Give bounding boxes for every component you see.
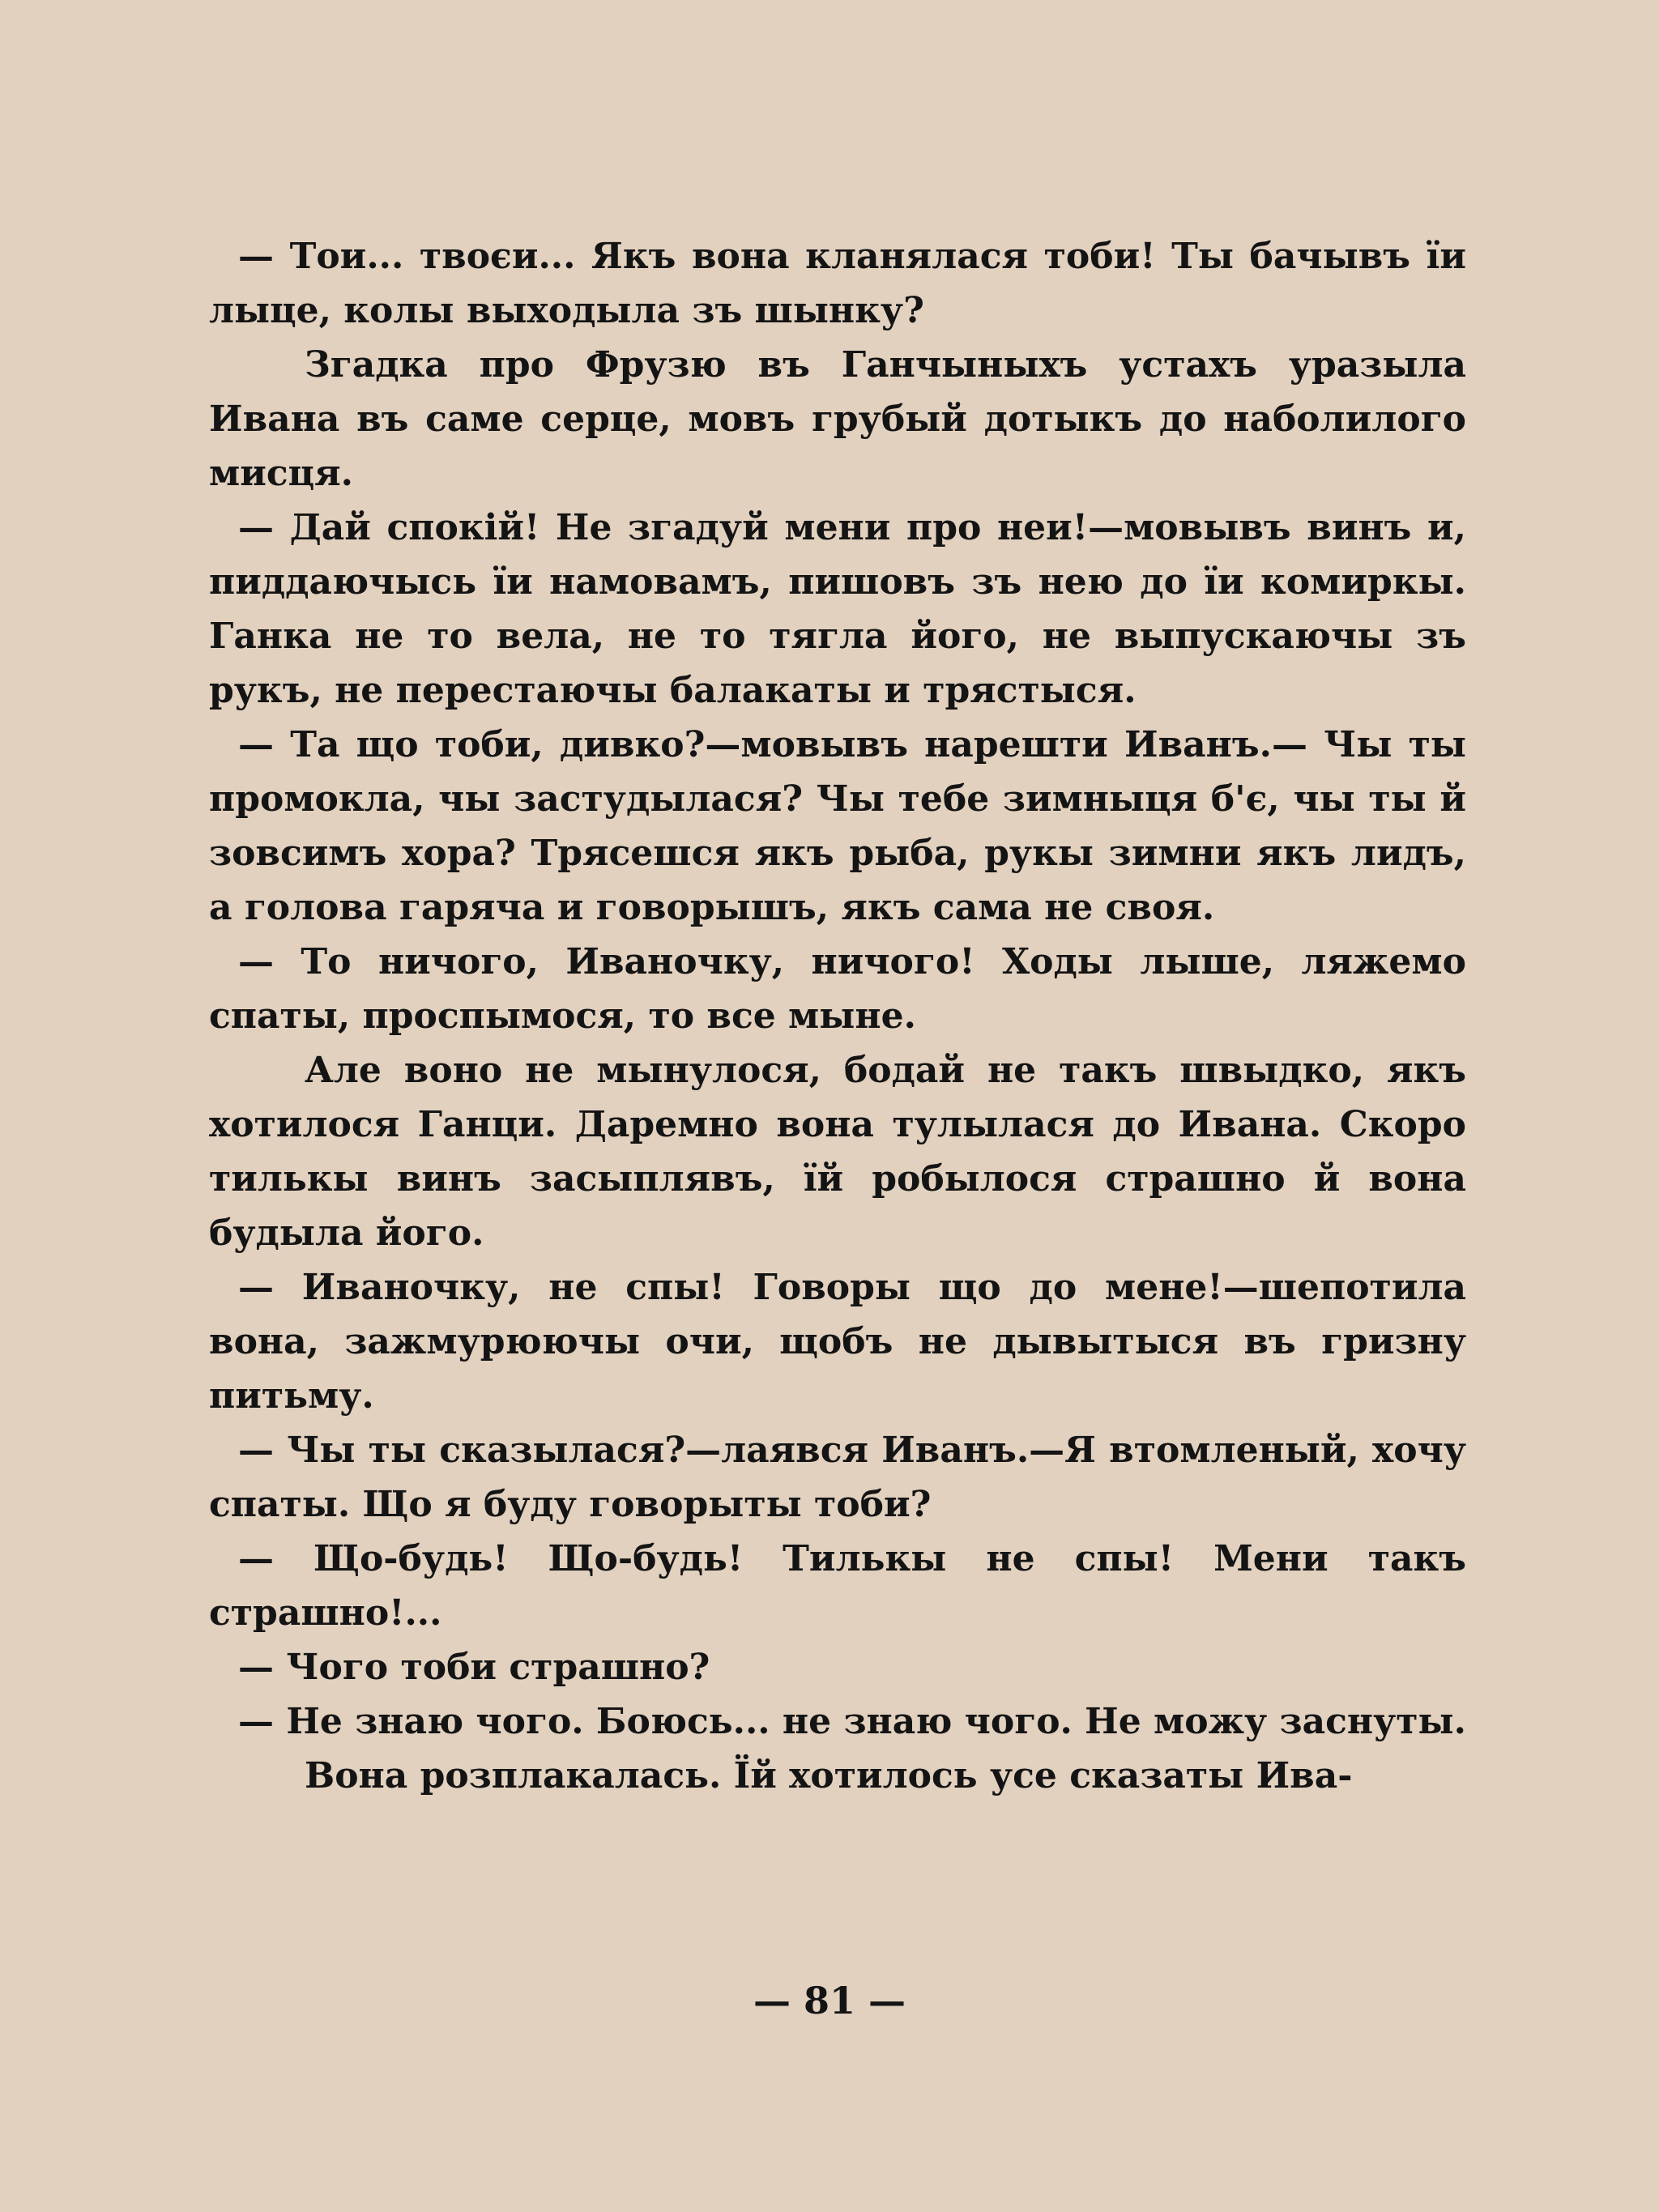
page-number: — 81 — (753, 1979, 906, 2022)
paragraph: Вона розплакалась. Ïй хотилось усе сказаты Ива- (305, 1755, 1353, 1796)
paragraph: — То ничого, Иваночку, ничого! Ходы лыше, ляжемо спаты, проспымося, то все мыне. (209, 941, 1466, 1037)
paragraph: — Иваночку, не спы! Говоры що до мене!—шепотила вона, зажмурюючы очи, щобъ не дывытыся въ гризну питьму. (209, 1267, 1466, 1417)
paragraph: — Чы ты сказылася?—лаявся Иванъ.—Я втомленый, хочу спаты. Що я буду говорыты тоби? (209, 1430, 1466, 1525)
page-body-text (209, 229, 1466, 1803)
paragraph: — Та що тоби, дивко?—мовывъ нарешти Иванъ.— Чы ты промокла, чы застудылася? Чы тебе зимныця б'є, чы ты й зовсимъ хора? Трясешся якъ рыба, рукы зимни якъ лидъ, а голова гаряча и говорышъ, якъ сама не своя. (209, 724, 1466, 928)
paragraph: — Не знаю чого. Боюсь... не знаю чого. Не можу заснуты. (238, 1701, 1466, 1742)
paragraph: Згадка про Фрузю въ Ганчыныхъ устахъ уразыла Ивана въ саме серце, мовъ грубый дотыкъ до наболилого мисця. (209, 344, 1466, 494)
paragraph: — Дай спокій! Не згадуй мени про неи!—мовывъ винъ и, пиддаючысь ïи намовамъ, пишовъ зъ нею до ïи комиркы. Ганка не то вела, не то тягла його, не выпускаючы зъ рукъ, не перестаючы балакаты и трястыся. (209, 507, 1466, 711)
paragraph: — Чого тоби страшно? (238, 1647, 710, 1688)
paragraph: — Тои... твоєи... Якъ вона кланялася тоби! Ты бачывъ ïи лыце, колы выходыла зъ шынку? (209, 236, 1466, 331)
paragraph: Але воно не мынулося, бодай не такъ швыдко, якъ хотилося Ганци. Даремно вона тулылася до Ивана. Скоро тилькы винъ засыплявъ, ïй робылося страшно й вона будыла його. (209, 1050, 1466, 1254)
paragraph: — Що-будь! Що-будь! Тилькы не спы! Мени такъ страшно!... (209, 1538, 1466, 1634)
